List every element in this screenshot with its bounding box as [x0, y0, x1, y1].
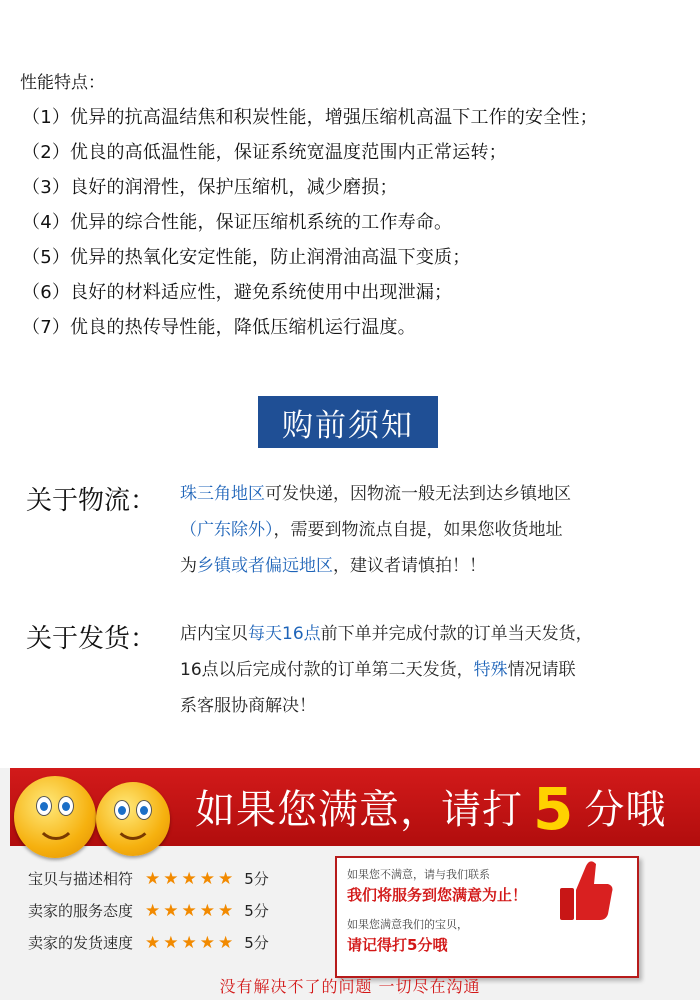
rating-row — [28, 900, 269, 921]
logistics-label: 关于物流： — [26, 486, 157, 516]
card-line-1: 如果您不满意，请与我们联系 — [347, 868, 490, 881]
logistics-line-1: 可发快递，因物流一般无法到达乡镇地区 — [265, 484, 571, 504]
rating-banner-text — [195, 775, 667, 843]
rating-label: 卖家的发货速度 — [28, 934, 134, 952]
feature-item: （3）良好的润滑性，保护压缩机，减少磨损； — [22, 177, 398, 198]
logistics-line-2: ，需要到物流点自提，如果您收货地址 — [273, 520, 563, 540]
smiley-icon — [14, 776, 96, 858]
card-line-2: 我们将服务到您满意为止！ — [347, 886, 528, 904]
feature-item: （4）优异的综合性能，保证压缩机系统的工作寿命。 — [22, 212, 453, 233]
logistics-remote: 乡镇或者偏远地区 — [197, 556, 333, 576]
rating-label: 卖家的服务态度 — [28, 902, 134, 920]
logistics-text — [180, 476, 680, 584]
shipping-line-1: 前下单并完成付款的订单当天发货， — [320, 624, 593, 644]
feature-item: （2）优良的高低温性能，保证系统宽温度范围内正常运转； — [22, 142, 507, 163]
shipping-line-2-pre: 16点以后完成付款的订单第二天发货， — [180, 660, 474, 680]
card-line-4: 请记得打5分哦 — [347, 936, 448, 954]
shipping-special: 特殊 — [473, 660, 508, 680]
logistics-region: 珠三角地区 — [180, 484, 265, 504]
banner-five: 5 — [533, 775, 575, 843]
footer-slogan: 没有解决不了的问题 一切尽在沟通 — [219, 977, 481, 996]
card-line-3: 如果您满意我们的宝贝， — [347, 918, 468, 931]
notice-banner: 购前须知 — [258, 396, 438, 448]
rating-label: 宝贝与描述相符 — [28, 870, 134, 888]
smiley-icon — [96, 782, 170, 856]
feature-item: （1）优异的抗高温结焦和积炭性能，增强压缩机高温下工作的安全性； — [22, 107, 598, 128]
thumbs-up-icon — [556, 856, 616, 926]
shipping-line-1-pre: 店内宝贝 — [180, 624, 248, 644]
logistics-exception: （广东除外） — [180, 520, 274, 540]
rating-score: 5分 — [244, 934, 269, 952]
star-icon: ★★★★★ — [145, 869, 237, 889]
banner-text-pre: 如果您满意，请打 — [195, 787, 523, 833]
logistics-line-3: ，建议者请慎拍！！ — [333, 556, 486, 576]
feature-item: （6）良好的材料适应性，避免系统使用中出现泄漏； — [22, 282, 453, 303]
features-title: 性能特点： — [20, 73, 105, 93]
rating-row — [28, 932, 269, 953]
rating-row — [28, 868, 269, 889]
feature-item: （7）优良的热传导性能，降低压缩机运行温度。 — [22, 317, 416, 338]
star-icon: ★★★★★ — [145, 901, 237, 921]
shipping-text — [180, 616, 680, 724]
banner-text-post: 分哦 — [584, 787, 667, 833]
shipping-label: 关于发货： — [26, 624, 157, 654]
star-icon: ★★★★★ — [145, 933, 237, 953]
shipping-line-3: 系客服协商解决！ — [180, 696, 316, 716]
shipping-cutoff: 每天16点 — [248, 624, 321, 644]
feature-item: （5）优异的热氧化安定性能，防止润滑油高温下变质； — [22, 247, 471, 268]
shipping-line-2: 情况请联 — [507, 660, 576, 680]
rating-score: 5分 — [244, 870, 269, 888]
rating-score: 5分 — [244, 902, 269, 920]
rating-panel — [0, 768, 700, 1000]
logistics-line-3-pre: 为 — [180, 556, 197, 576]
